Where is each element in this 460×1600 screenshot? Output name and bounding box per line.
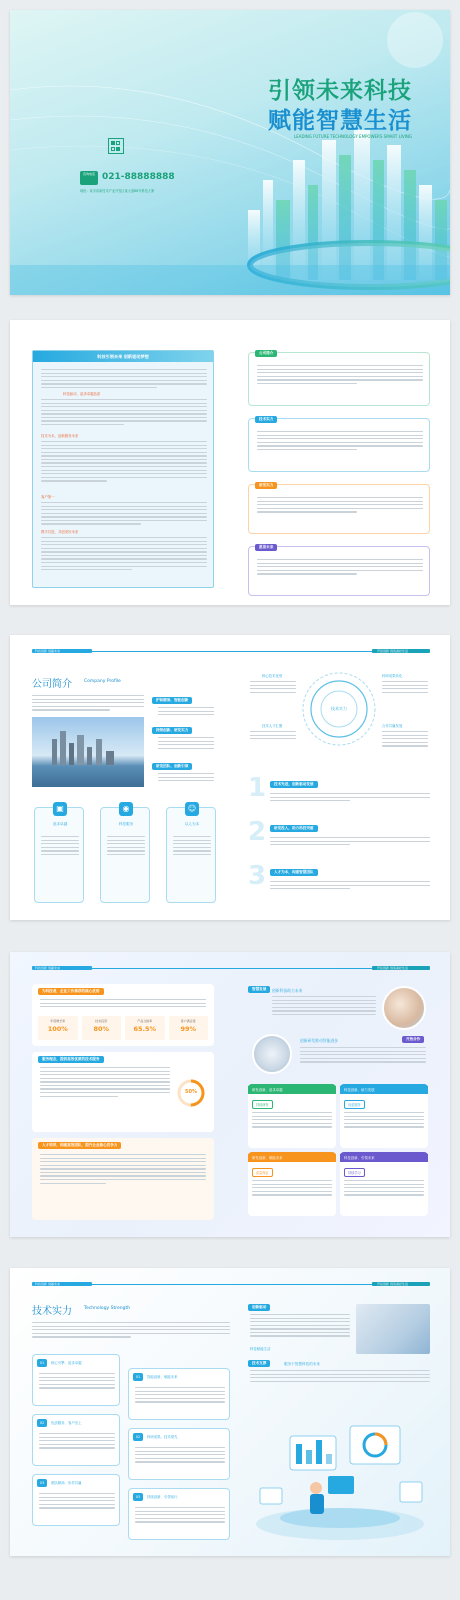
- feature-card-title: 科技创新、引领未来: [340, 1154, 428, 1162]
- section-label-4: 愿景未来: [255, 544, 277, 551]
- tech-mid-num: 03: [133, 1493, 143, 1501]
- feature-card-pill: 持续研发: [252, 1100, 273, 1109]
- profile-pill-1: 护和精准、智能创新: [152, 697, 192, 704]
- stat-item: [38, 1016, 78, 1040]
- cover-subtitle: LEADING FUTURE TECHNOLOGY EMPOWERS SMART LIVING: [293, 134, 412, 139]
- header-right: 开拓创新 创造美好生活: [377, 649, 408, 653]
- tech-left-title: 团队精神、协作共赢: [51, 1481, 82, 1485]
- tech-mid-card: [128, 1368, 230, 1420]
- tech-mid-card: [128, 1488, 230, 1540]
- stat-label: 技术投资: [95, 1019, 108, 1023]
- right-title-2: 创新研发推动智能进步: [300, 1037, 338, 1043]
- stat-value: 100%: [47, 1025, 68, 1033]
- left-body-5: [41, 537, 207, 573]
- stat-label: 产品合格率: [137, 1019, 153, 1023]
- right-title-1: 创新科技助力未来: [272, 987, 303, 993]
- advantage-title: 为科技者，企业工作推荐的核心优势: [38, 988, 104, 995]
- profile-title-en: Company Profile: [84, 679, 121, 684]
- icon-card-2: [100, 804, 150, 903]
- right-section-4: [248, 546, 430, 596]
- qr-code-icon: [108, 138, 124, 154]
- stat-item: [125, 1016, 165, 1040]
- tech-right-pill-1: 创新驱动: [248, 1304, 270, 1311]
- advantage-card: [32, 984, 214, 1046]
- stat-label: 年度增长率: [50, 1019, 66, 1023]
- intro-spread: [10, 320, 450, 605]
- right-pill-2: 开放合作: [402, 1036, 424, 1043]
- left-head-1: 科技驱动，追求卓越品质: [63, 392, 101, 396]
- left-head-3: 客户第一: [41, 495, 55, 499]
- number-1: 1: [248, 773, 267, 803]
- tech-right-title-1: 科技赋能生活: [250, 1347, 271, 1351]
- service-card: [32, 1052, 214, 1132]
- icon-card-1: [34, 804, 84, 903]
- profile-title: 公司简介: [32, 679, 72, 690]
- phone-badge: [80, 171, 98, 185]
- tech-title: 技术实力: [32, 1306, 72, 1317]
- tech-mid-num: 02: [133, 1433, 143, 1441]
- right-section-3: [248, 484, 430, 534]
- tech-left-num: 01: [37, 1359, 47, 1367]
- feature-card-pill: 持续学习: [344, 1168, 365, 1177]
- user-icon: ◉: [119, 802, 133, 816]
- gauge-value: 50%: [185, 1089, 197, 1095]
- cover-title-2: 赋能智慧生活: [268, 108, 412, 134]
- tech-mid-num: 01: [133, 1373, 143, 1381]
- profile-pill-2: 持续创新、研发实力: [152, 727, 192, 734]
- tech-left-card: [32, 1474, 120, 1526]
- feature-card-title: 研发创新、追求卓越: [248, 1086, 336, 1094]
- tech-right-pill-2: 技术支撑: [248, 1360, 270, 1367]
- header-right: 开拓创新 创造美好生活: [377, 966, 408, 970]
- right-section-2: [248, 418, 430, 472]
- feature-card-title: 科技创新、助力发展: [340, 1086, 428, 1094]
- numbered-title-1: 技术先进，创新驱动发展: [270, 781, 318, 788]
- tech-mid-title: 智能创新、赋能未来: [147, 1375, 178, 1379]
- talent-title: 人才培养，构建高效团队，提升企业核心竞争力: [38, 1142, 121, 1149]
- icon-card-3: [166, 804, 216, 903]
- cover-art: [10, 10, 450, 295]
- tech-left-num: 03: [37, 1479, 47, 1487]
- ring-label-1: 核心技术优势: [262, 674, 283, 678]
- cover-title-1: 引领未来科技: [268, 78, 412, 104]
- left-panel-title: 科技引领未来 创新驱动梦想: [33, 351, 213, 362]
- tech-mid-title: 科研成果、技术领先: [147, 1435, 178, 1439]
- numbered-item-1: [248, 773, 430, 813]
- tech-mid-title: 持续创新、引领前行: [147, 1495, 178, 1499]
- ring-label-4: 合作共赢发展: [382, 724, 403, 728]
- left-body-1: [41, 369, 207, 390]
- handshake-photo: [382, 986, 426, 1030]
- feature-card-title: 研发创新、赋能未来: [248, 1154, 336, 1162]
- numbered-title-2: 研发投入，助力科技突破: [270, 825, 318, 832]
- feature-card: [248, 1084, 336, 1148]
- tech-title-en: Technology Strength: [84, 1306, 131, 1311]
- people-icon: ☺: [185, 802, 199, 816]
- left-head-4: 携手共进，共创美好未来: [41, 530, 79, 534]
- tech-left-num: 02: [37, 1419, 47, 1427]
- ring-label-3: 技术人才汇聚: [262, 724, 283, 728]
- feature-card: [340, 1152, 428, 1216]
- section-label-3: 研发实力: [255, 482, 277, 489]
- feature-card-pill: 优质服务: [344, 1100, 365, 1109]
- stat-item: [82, 1016, 122, 1040]
- icon-card-2-label: 科技服务: [118, 822, 134, 826]
- header-left: 科技创新 创赢未来: [35, 966, 60, 970]
- header-left: 科技创新 创赢未来: [35, 649, 60, 653]
- cover-address: 地址：某市高新技术产业开发区某大道88号科技大厦: [80, 189, 155, 193]
- icon-card-1-label: 追求卓越: [52, 822, 68, 826]
- image-icon: ▣: [53, 802, 67, 816]
- ring-label-2: 科研成果转化: [382, 674, 403, 678]
- profile-spread: [10, 635, 450, 920]
- stat-value: 99%: [180, 1025, 197, 1033]
- tech-left-title: 优质服务、客户至上: [51, 1421, 82, 1425]
- stat-value: 80%: [93, 1025, 110, 1033]
- profile-text: [32, 695, 144, 713]
- numbered-item-3: [248, 861, 430, 901]
- ring-center-label: 技术实力: [331, 706, 347, 711]
- right-section-1: [248, 352, 430, 406]
- numbered-title-3: 人才为本，构建智慧团队: [270, 869, 318, 876]
- tech-mid-card: [128, 1428, 230, 1480]
- tech-left-title: 核心引擎、追求卓越: [51, 1361, 82, 1365]
- cover-phone: 021-88888888: [102, 172, 175, 182]
- left-head-2: 技术为本，创新服务未来: [41, 434, 79, 438]
- numbered-item-2: [248, 817, 430, 857]
- header-left: 科技创新 创赢未来: [35, 1282, 60, 1286]
- feature-card: [248, 1152, 336, 1216]
- stat-label: 客户满意度: [180, 1019, 196, 1023]
- tech-right-title-2: 服务于智慧科技的未来: [284, 1361, 320, 1366]
- tech-left-card: [32, 1354, 120, 1406]
- left-body-2: [41, 399, 207, 428]
- city-photo: [32, 717, 144, 787]
- talent-card: [32, 1138, 214, 1220]
- meeting-photo: [252, 1034, 292, 1074]
- stat-value: 65.5%: [133, 1025, 157, 1033]
- feature-card: [340, 1084, 428, 1148]
- advantage-spread: [10, 952, 450, 1237]
- stat-item: [169, 1016, 209, 1040]
- cover-spread: [10, 10, 450, 295]
- tech-spread: [10, 1268, 450, 1556]
- left-body-3: [41, 441, 207, 484]
- profile-pill-3: 研发团队、创新引领: [152, 763, 192, 770]
- tech-illustration: [250, 1396, 430, 1546]
- left-body-4: [41, 502, 207, 527]
- number-3: 3: [248, 861, 267, 891]
- header-right: 开拓创新 创造美好生活: [377, 1282, 408, 1286]
- service-title: 服务理念，提供高效优质的技术服务: [38, 1056, 104, 1063]
- phone-label: 咨询电话: [82, 172, 95, 176]
- left-text-panel: [32, 350, 214, 588]
- feature-card-pill: 质量保证: [252, 1168, 273, 1177]
- tech-intro: [32, 1322, 230, 1340]
- section-label-2: 技术实力: [255, 416, 277, 423]
- number-2: 2: [248, 817, 267, 847]
- section-label-1: 公司简介: [255, 350, 277, 357]
- analytics-photo: [356, 1304, 430, 1354]
- icon-card-3-label: 以人为本: [184, 822, 200, 826]
- tech-left-card: [32, 1414, 120, 1466]
- right-pill-1: 智慧发展: [248, 986, 270, 993]
